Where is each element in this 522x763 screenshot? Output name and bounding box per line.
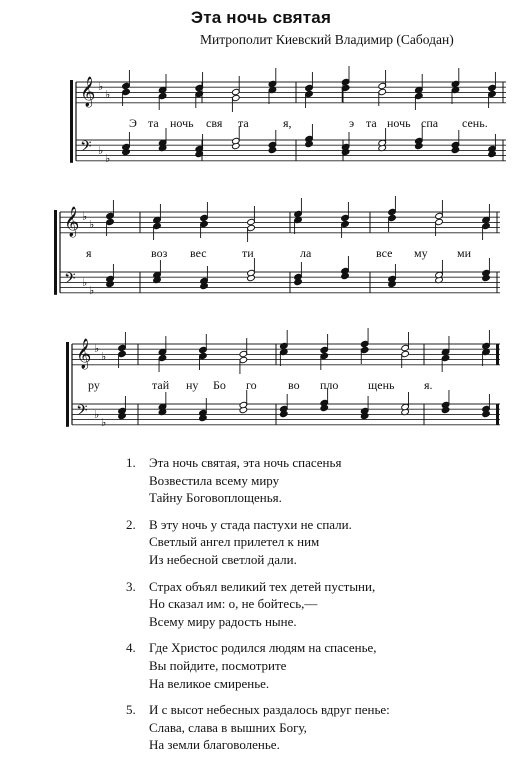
lyric-syllable: свя xyxy=(206,116,223,130)
verse-number: 3. xyxy=(126,578,136,594)
verse-line: На великое смиренье. xyxy=(149,675,270,691)
verse-number: 2. xyxy=(126,516,136,532)
flat-icon: ♭ xyxy=(94,408,100,421)
lyric-syllable: ла xyxy=(300,246,312,260)
verse-number: 1. xyxy=(126,455,136,470)
verse-number: 5. xyxy=(126,702,136,718)
lyric-syllable: ночь xyxy=(170,116,194,130)
lyric-syllable: му xyxy=(414,246,428,260)
flat-icon: ♭ xyxy=(98,80,104,93)
verse-line: Возвестила всему миру xyxy=(149,472,280,488)
lyric-syllable: я, xyxy=(283,116,292,130)
final-barline xyxy=(496,404,499,425)
flat-icon: ♭ xyxy=(101,416,107,429)
flat-icon: ♭ xyxy=(94,342,100,355)
flat-icon: ♭ xyxy=(82,210,88,223)
lyric-syllable: та xyxy=(238,116,249,130)
lyric-syllable: во xyxy=(288,378,300,392)
flat-icon: ♭ xyxy=(82,276,88,289)
lyric-syllable: тай xyxy=(152,378,170,392)
system-bracket xyxy=(70,80,73,163)
song-title: Эта ночь святая xyxy=(190,8,332,27)
lyric-syllable: пло xyxy=(320,378,339,392)
lyric-syllable: спа xyxy=(421,116,439,130)
treble-clef-icon: 𝄞 xyxy=(80,77,96,107)
lyric-syllable: все xyxy=(376,246,393,260)
verse xyxy=(126,578,506,631)
treble-clef-icon: 𝄞 xyxy=(76,339,92,369)
bass-clef-icon: 𝄢 xyxy=(76,402,88,423)
verse xyxy=(126,516,506,569)
verse-line: В эту ночь у стада пастухи не спали. xyxy=(149,516,352,532)
lyric-syllable: сень. xyxy=(462,116,488,130)
lyric-syllable: Бо xyxy=(213,378,226,392)
lyric-syllable: вес xyxy=(190,246,207,260)
verse xyxy=(126,454,506,507)
bass-clef-icon: 𝄢 xyxy=(80,138,92,159)
bass-clef-icon: 𝄢 xyxy=(64,270,76,291)
lyric-syllable: щень xyxy=(368,378,395,392)
verse-line: Страх объял великий тех детей пустыни, xyxy=(149,578,376,594)
flat-icon: ♭ xyxy=(105,152,111,165)
flat-icon: ♭ xyxy=(101,350,107,363)
lyric-syllable: ну xyxy=(186,378,199,392)
lyric-syllable: ру xyxy=(88,378,100,392)
lyric-syllable: та xyxy=(366,116,377,130)
verse-line: Где Христос родился людям на спасенье, xyxy=(149,640,377,656)
verse-line: Тайну Боговоплощенья. xyxy=(149,490,282,506)
verse-line: Всему миру радость ныне. xyxy=(149,613,297,629)
verse-line: И с высот небесных раздалось вдруг пенье: xyxy=(149,702,390,718)
flat-icon: ♭ xyxy=(89,284,95,297)
lyric-syllable: я xyxy=(86,246,92,260)
lyric-syllable: го xyxy=(246,378,257,392)
verse xyxy=(126,639,506,692)
flat-icon: ♭ xyxy=(89,218,95,231)
system-bracket xyxy=(66,342,69,427)
lyric-syllable: я. xyxy=(424,378,433,392)
lyric-syllable: ми xyxy=(457,246,472,260)
verse-list xyxy=(126,454,506,763)
flat-icon: ♭ xyxy=(98,144,104,157)
verse-line: Вы пойдите, посмотрите xyxy=(149,657,287,673)
final-barline xyxy=(496,344,499,365)
verse-line: Слава, слава в вышних Богу, xyxy=(149,719,307,735)
composer-credit: Митрополит Киевский Владимир (Сабодан) xyxy=(200,32,454,47)
system-bracket xyxy=(54,210,57,295)
verse-line: Эта ночь святая, эта ночь спасенья xyxy=(149,455,342,470)
verse-line: Но сказал им: о, не бойтесь,— xyxy=(149,596,318,612)
verse-line: На земли благоволенье. xyxy=(149,737,280,753)
lyric-syllable: та xyxy=(148,116,159,130)
verse-number: 4. xyxy=(126,640,136,656)
verse-line: Светлый ангел прилетел к ним xyxy=(149,534,320,550)
lyric-syllable: Э xyxy=(129,116,137,130)
treble-clef-icon: 𝄞 xyxy=(64,207,80,237)
verse-line: Из небесной светлой дали. xyxy=(149,551,297,567)
flat-icon: ♭ xyxy=(105,88,111,101)
lyric-syllable: э xyxy=(349,116,355,130)
lyric-syllable: ночь xyxy=(387,116,411,130)
lyric-syllable: воз xyxy=(151,246,168,260)
verse xyxy=(126,701,506,754)
lyric-syllable: ти xyxy=(242,246,254,260)
